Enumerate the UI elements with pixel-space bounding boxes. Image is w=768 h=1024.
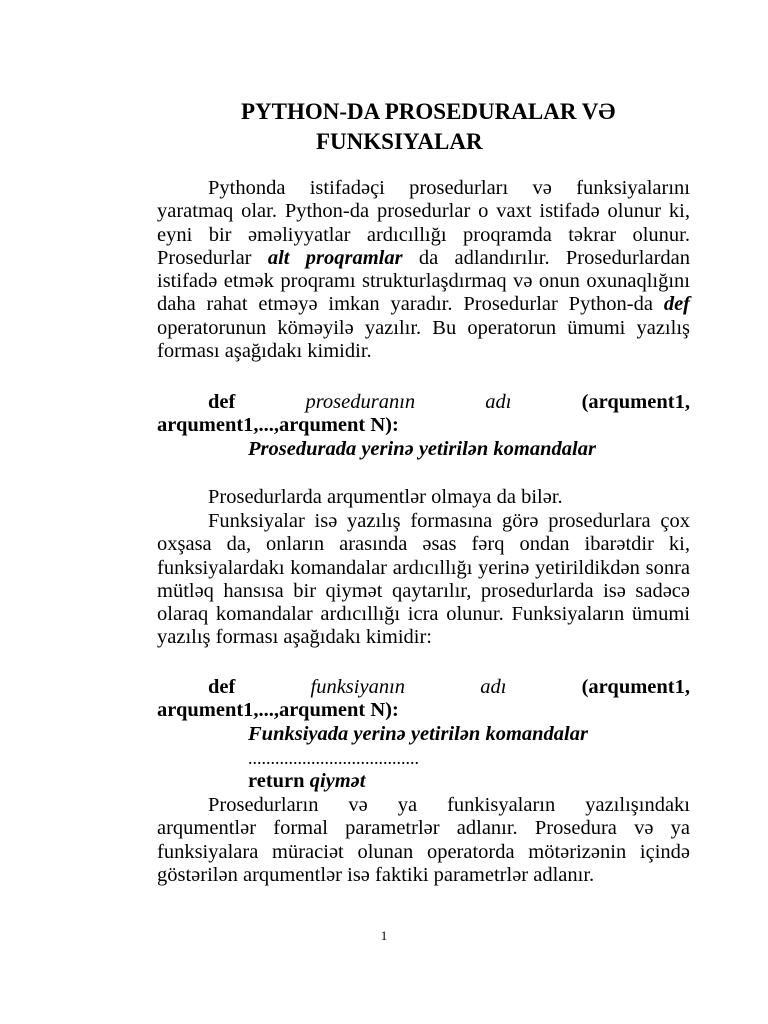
procedure-args-rest: arqument1,...,arqument N): [157,414,399,437]
alt-programs-emphasis: alt proqramlar [267,246,403,269]
return-keyword: return [248,770,305,792]
function-args-start: (arqument1, [581,676,690,698]
intro-text-3: operatorunun köməyilə yazılır. Bu operatorun ümumi yazılış forması aşağıdakı kimidir. [157,316,690,363]
procedure-args-start: (arqument1, [581,391,690,413]
function-body: Funksiyada yerinə yetirilən komandalar [248,723,588,745]
intro-paragraph [157,177,690,363]
procedure-body: Prosedurada yerinə yetirilən komandalar [248,438,596,460]
procedure-def-keyword: def [208,391,236,413]
function-def-keyword: def [208,676,236,698]
functions-paragraph: Funksiyalar isə yazılış formasına görə prosedurlara çox oxşasa da, onların arasında əsas fərq ondan ibarətdir ki, funksiyalardakı komandalar ardıcıllığı yerinə yetirildikdən sonra mütləq hansısa bir qiymət qaytarılır, prosedurlarda isə sadəcə olaraq komandalar ardıcıllığı icra olunur. Funksiyaların ümumi yazılış forması aşağıdakı kimidir: [157,510,690,649]
def-keyword-inline: def [663,293,690,316]
title-line-1: PYTHON-DA PROSEDURALAR VƏ [241,99,616,124]
no-arguments-paragraph: Prosedurlarda arqumentlər olmaya da bilər. [208,486,563,508]
procedure-syntax [157,391,690,438]
function-body-dots: ...................................... [248,748,419,768]
parameters-paragraph: Prosedurların və ya funkisyaların yazılışındakı arqumentlər formal parametrlər adlanır. Prosedura və ya funksiyalara müraciət olunan operatorda mötərizənin içində göstərilən arqumentlər isə faktiki parametrlər adlanır. [157,794,690,886]
function-args-rest: arqument1,...,arqument N): [157,699,399,722]
return-value: qiymət [309,770,366,792]
page-number: 1 [380,928,388,943]
function-syntax [157,676,690,723]
return-statement [248,770,365,793]
intro-text-2: da adlandırılır. Prosedurlardan istifadə etmək proqramı strukturlaşdırmaq və onun oxunaqlığını daha rahat etməyə imkan yaradır. Prosedurlar Python-da [157,246,690,316]
function-name-word1: funksiyanın [310,676,406,698]
function-name-word2: adı [480,676,507,698]
procedure-name-word2: adı [485,391,512,413]
procedure-name-word1: prosedurаnın [305,391,416,413]
title-line-2: FUNKSIYALAR [316,129,483,154]
intro-text-1: Pythonda istifadəçi prosedurları və funksiyalarını yaratmaq olar. Python-da prosedurlar o vaxt istifadə olunur ki, eyni bir əməliyyatlar ardıcıllığı proqramda təkrar olunur. Prosedurlar [157,177,690,269]
